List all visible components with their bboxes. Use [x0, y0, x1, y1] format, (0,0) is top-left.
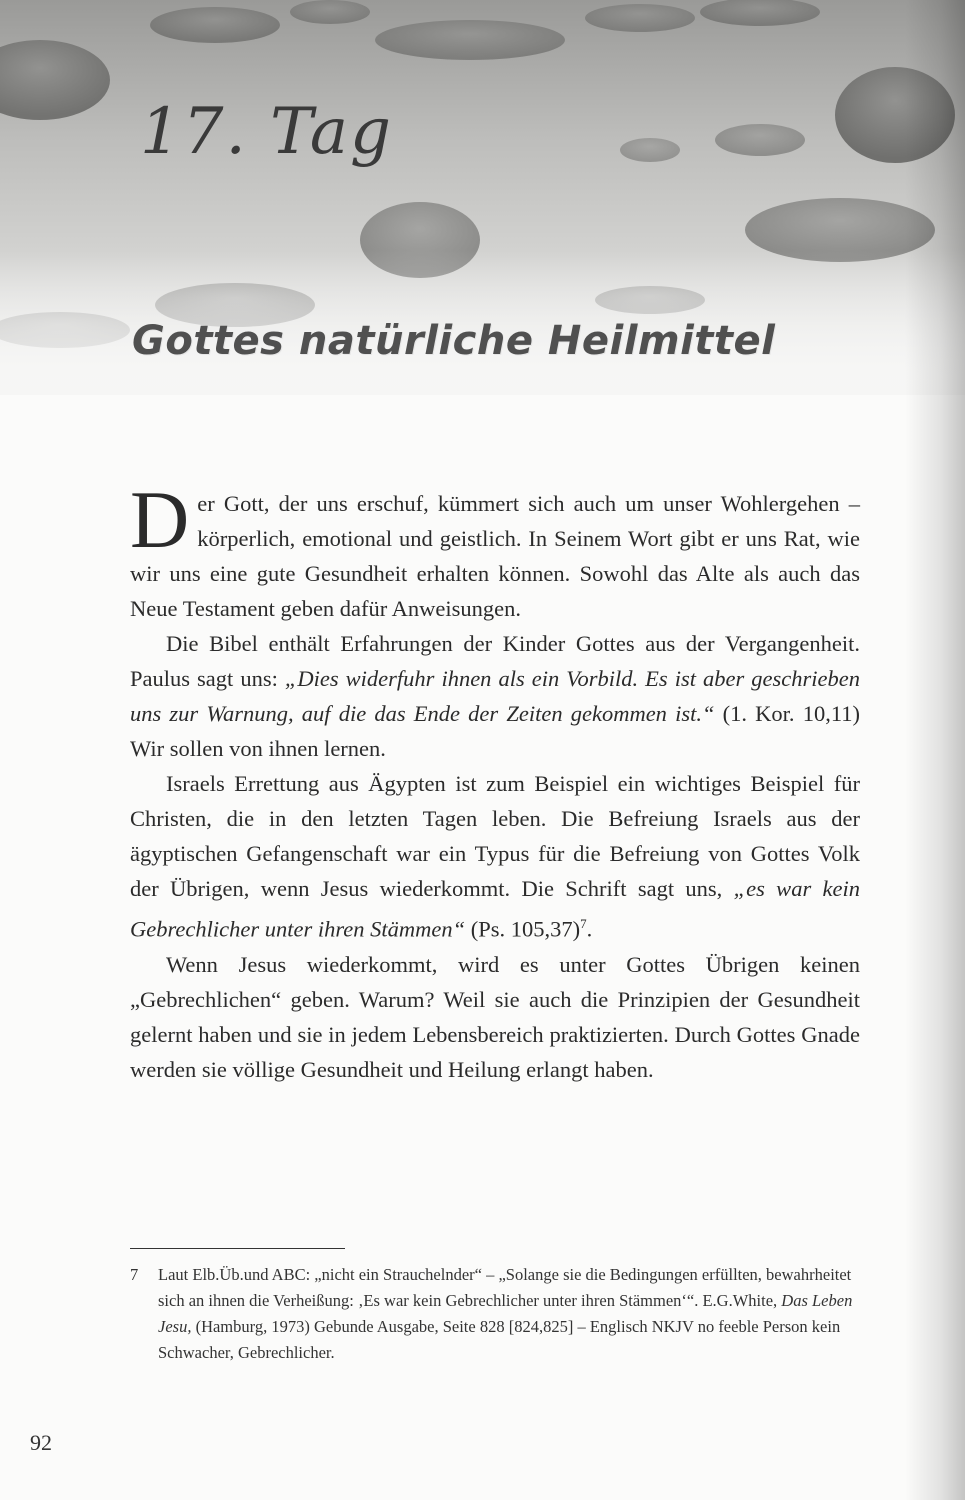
footnote-text-part: Laut Elb.Üb.und ABC: „nicht ein Strauchelnder“ – „Solange sie die Bedingungen erfüllten, bewahrheitet sich an ihnen die Verheißung: ‚Es war kein Gebrechlicher unter ihren Stämmen‘“. E.G.White,	[158, 1265, 852, 1310]
paragraph-1	[130, 474, 860, 626]
day-title: 17. Tag	[140, 95, 393, 169]
paragraph-2-text: Die Bibel enthält Erfahrungen der Kinder Gottes aus der Vergangenheit. Paulus sagt uns:	[130, 631, 860, 691]
footnote	[130, 1262, 870, 1366]
paragraph-3-reference: (Ps. 105,37)	[465, 916, 581, 942]
footnote-divider	[130, 1248, 345, 1249]
paragraph-3-text: Israels Errettung aus Ägypten ist zum Beispiel ein wichtiges Beispiel für Christen, die in den letzten Tagen leben. Die Befreiung Israels aus der ägyptischen Gefangenschaft war ein Typus für die Befreiung von Gottes Volk der Übrigen, wenn Jesus wiederkommt. Die Schrift sagt uns,	[130, 771, 860, 901]
paragraph-2-reference: (1. Kor. 10,11) Wir sollen von ihnen lernen.	[130, 701, 861, 761]
page-number: 92	[30, 1430, 52, 1455]
bible-quote: „Dies widerfuhr ihnen als ein Vorbild. Es ist aber geschrieben uns zur Warnung, auf die das Ende der Zeiten gekommen ist.“	[130, 666, 860, 726]
paragraph-3	[130, 766, 860, 947]
drop-cap: D	[130, 474, 190, 565]
chapter-title: Gottes natürliche Heilmittel	[132, 318, 776, 364]
footnote-text-part: (Hamburg, 1973) Gebunde Ausgabe, Seite 828 [824,825] – Englisch NKJV no feeble Person kein Schwacher, Gebrechlicher.	[158, 1317, 841, 1362]
paragraph-1-text: er Gott, der uns erschuf, kümmert sich auch um unser Wohlergehen – körperlich, emotional und geistlich. In Seinem Wort gibt er uns Rat, wie wir uns eine gute Gesundheit erhalten können. Sowohl das Alte als auch das Neue Testament geben dafür Anweisungen.	[130, 491, 860, 621]
footnote-text	[158, 1262, 870, 1366]
header-image	[0, 0, 965, 395]
footnote-reference: 7	[580, 916, 587, 931]
paragraph-4: Wenn Jesus wiederkommt, wird es unter Gottes Übrigen keinen „Gebrechlichen“ geben. Warum? Weil sie auch die Prinzipien der Gesundheit gelernt haben und sie in jedem Lebensbereich praktizierten. Durch Gottes Gnade werden sie völlige Gesundheit und Heilung erlangt haben.	[130, 951, 860, 1082]
bible-quote: „es war kein Gebrechlicher unter ihren Stämmen“	[130, 876, 860, 942]
body-text	[130, 474, 861, 1087]
paragraph-2	[130, 626, 860, 766]
footnote-number: 7	[130, 1265, 139, 1284]
paragraph-3-end: .	[586, 916, 593, 942]
footnote-book-title: Das Leben Jesu,	[158, 1291, 853, 1336]
